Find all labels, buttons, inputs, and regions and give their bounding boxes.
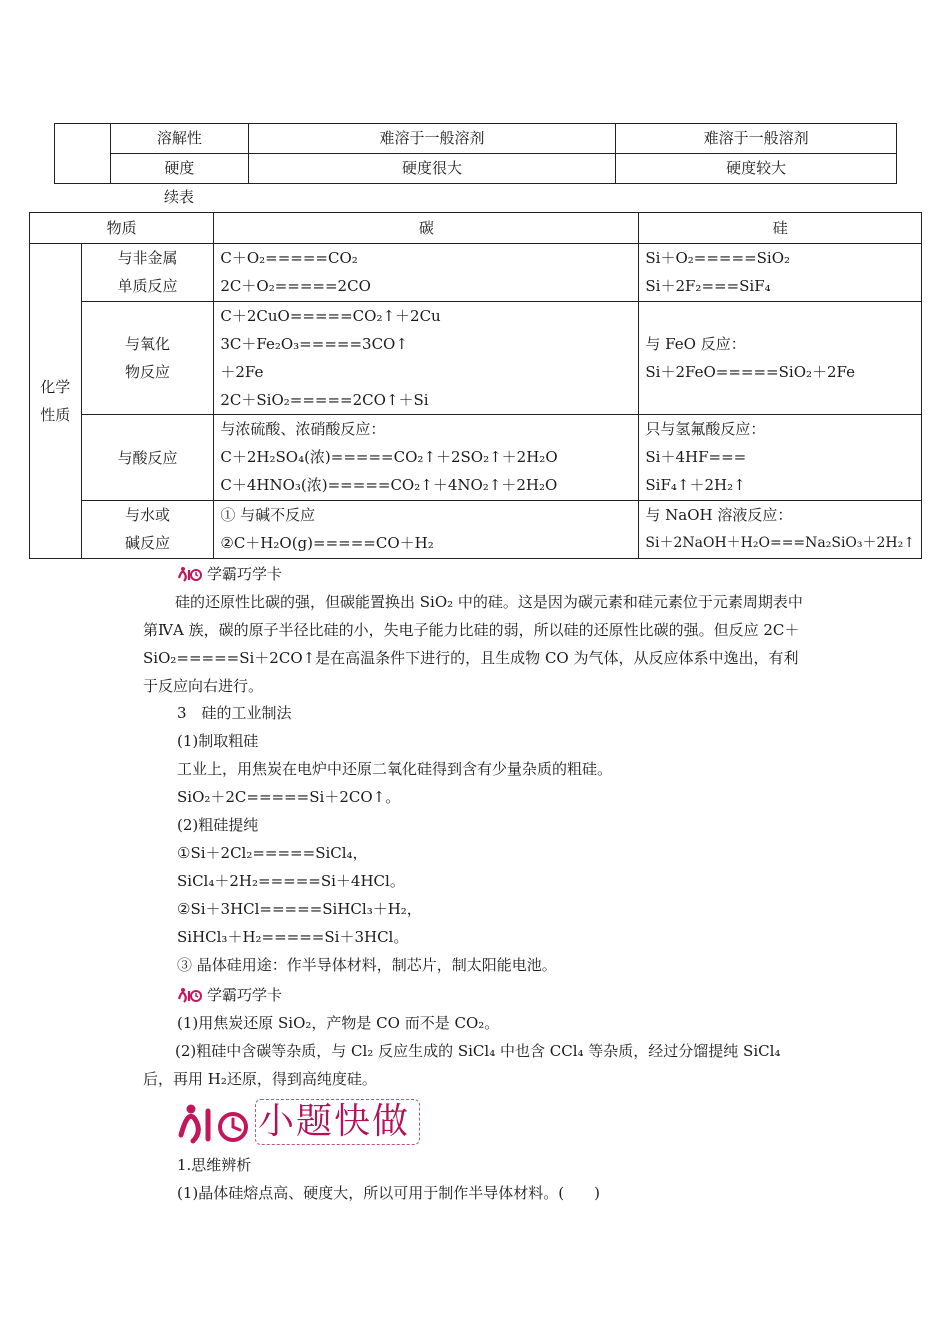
study-card-icon <box>177 985 203 1005</box>
equation: ① 与碱不反应 <box>220 506 316 524</box>
study-card-label: 学霸巧学卡 <box>207 565 283 583</box>
silicon-value: 硬度较大 <box>616 154 897 184</box>
silicon-reactions <box>639 302 922 415</box>
carbon-value: 难溶于一般溶剂 <box>248 124 616 154</box>
study-card-icon <box>177 564 203 584</box>
silicon-value: 难溶于一般溶剂 <box>616 124 897 154</box>
table-row <box>55 124 897 154</box>
equation: C＋2H₂SO₄(浓)=====CO₂↑＋2SO₂↑＋2H₂O <box>220 448 558 466</box>
equation: 3C＋Fe₂O₃=====3CO↑ <box>220 335 408 353</box>
exercise-heading: 1.思维辨析 <box>177 1156 252 1174</box>
study-card-label: 学霸巧学卡 <box>207 986 283 1004</box>
table-row <box>30 244 922 302</box>
chemical-properties-table <box>29 212 922 559</box>
carbon-reactions <box>214 501 639 559</box>
equation: ＋2Fe <box>220 363 264 381</box>
equation: SiCl₄＋2H₂=====Si＋4HCl。 <box>177 872 405 890</box>
equation: ②Si＋3HCl=====SiHCl₃＋H₂， <box>177 900 422 918</box>
quick-practice-logo-icon <box>175 1097 255 1147</box>
reaction-type-line: 与非金属 <box>117 249 178 267</box>
table-header-row <box>30 213 922 244</box>
equation: ①Si＋2Cl₂=====SiCl₄， <box>177 844 368 862</box>
group-label-line: 化学 <box>40 378 71 396</box>
equation: Si＋O₂=====SiO₂ <box>645 249 791 267</box>
reaction-type <box>81 244 214 302</box>
equation: 与 NaOH 溶液反应： <box>645 506 793 524</box>
table-row <box>55 154 897 184</box>
equation: SiHCl₃＋H₂=====Si＋3HCl。 <box>177 928 409 946</box>
paragraph: 工业上，用焦炭在电炉中还原二氧化硅得到含有少量杂质的粗硅。 <box>177 760 613 778</box>
reaction-type-line: 与水或 <box>124 506 170 524</box>
carbon-reactions <box>214 244 639 302</box>
section-title: 3 硅的工业制法 <box>177 704 292 722</box>
equation: 2C＋O₂=====2CO <box>220 277 371 295</box>
silicon-reactions <box>639 501 922 559</box>
reaction-type-line: 物反应 <box>124 363 170 381</box>
table-caption: 续表 <box>164 188 195 206</box>
carbon-value: 硬度很大 <box>248 154 616 184</box>
banner-title: 小题快做 <box>258 1101 411 1142</box>
reaction-type-line: 单质反应 <box>117 277 178 295</box>
reaction-type <box>81 302 214 415</box>
reaction-type-line: 与酸反应 <box>117 448 178 467</box>
study-card-title <box>177 981 282 1009</box>
group-label-line: 性质 <box>40 406 71 424</box>
equation: 只与氢氟酸反应： <box>645 420 766 438</box>
header-carbon: 碳 <box>214 213 639 244</box>
subsection-title: (1)制取粗硅 <box>177 732 259 750</box>
equation: 与浓硫酸、浓硝酸反应： <box>220 420 386 438</box>
exercise-question: (1)晶体硅熔点高、硬度大，所以可用于制作半导体材料。( ) <box>177 1184 600 1202</box>
equation: Si＋4HF=== <box>645 448 747 466</box>
paragraph: (1)用焦炭还原 SiO₂，产物是 CO 而不是 CO₂。 <box>177 1014 500 1032</box>
table-row <box>30 302 922 415</box>
study-card-title <box>177 560 282 588</box>
equation: Si＋2F₂===SiF₄ <box>645 277 771 295</box>
equation: Si＋2NaOH＋H₂O===Na₂SiO₃＋2H₂↑ <box>645 535 915 551</box>
property-label: 溶解性 <box>110 124 248 154</box>
equation: ②C＋H₂O(g)=====CO＋H₂ <box>220 534 434 552</box>
carbon-reactions <box>214 302 639 415</box>
reaction-type <box>81 415 214 501</box>
paragraph: (2)粗硅中含碳等杂质，与 Cl₂ 反应生成的 SiCl₄ 中也含 CCl₄ 等杂质，经过分馏提纯 SiCl₄后，再用 H₂还原，得到高纯度硅。 <box>143 1042 781 1088</box>
reaction-type-line: 碱反应 <box>124 534 170 552</box>
equation: C＋2CuO=====CO₂↑＋2Cu <box>220 307 441 325</box>
equation: C＋4HNO₃(浓)=====CO₂↑＋4NO₂↑＋2H₂O <box>220 476 558 494</box>
group-cell <box>55 124 111 184</box>
silicon-reactions <box>639 415 922 501</box>
header-substance: 物质 <box>30 213 214 244</box>
table-row <box>30 415 922 501</box>
equation: C＋O₂=====CO₂ <box>220 249 358 267</box>
equation: 与 FeO 反应： <box>645 335 746 353</box>
equation: Si＋2FeO=====SiO₂＋2Fe <box>645 363 856 381</box>
carbon-reactions <box>214 415 639 501</box>
silicon-reactions <box>639 244 922 302</box>
study-card-text: 硅的还原性比碳的强，但碳能置换出 SiO₂ 中的硅。这是因为碳元素和硅元素位于元素周期表中第ⅣA 族，碳的原子半径比硅的小，失电子能力比硅的弱，所以硅的还原性比碳的强。但反应 2C＋SiO₂=====Si＋2CO↑是在高温条件下进行的，且生成物 CO 为气体，从反应体系中逸出，有利于反应向右进行。 <box>143 593 803 695</box>
equation: 2C＋SiO₂=====2CO↑＋Si <box>220 391 429 409</box>
property-label: 硬度 <box>110 154 248 184</box>
table-row <box>30 501 922 559</box>
paragraph: ③ 晶体硅用途：作半导体材料，制芯片，制太阳能电池。 <box>177 956 557 974</box>
reaction-type-line: 与氧化 <box>124 335 170 353</box>
equation: SiO₂＋2C=====Si＋2CO↑。 <box>177 788 401 806</box>
group-label <box>30 244 82 559</box>
reaction-type <box>81 501 214 559</box>
physical-properties-table <box>54 123 897 184</box>
equation: SiF₄↑＋2H₂↑ <box>645 476 746 494</box>
header-silicon: 硅 <box>639 213 922 244</box>
subsection-title: (2)粗硅提纯 <box>177 816 259 834</box>
